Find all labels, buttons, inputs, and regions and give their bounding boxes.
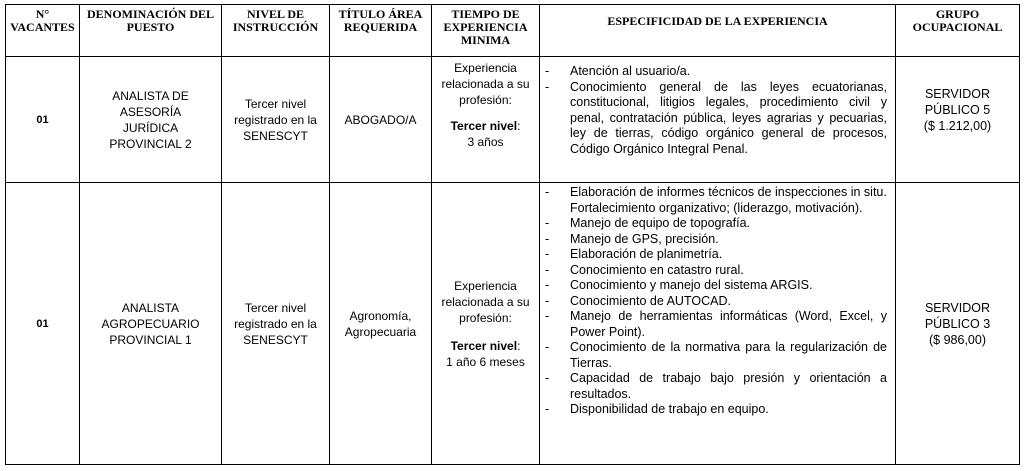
list-item: - Conocimiento y manejo del sistema ARGIS. xyxy=(540,278,895,294)
experiencia-texto: Experiencia relacionada a su profesión: xyxy=(441,61,530,107)
header-nivel: NIVEL DE INSTRUCCIÓN xyxy=(222,5,330,57)
grupo-linea2: ($ 1.212,00) xyxy=(923,119,992,133)
list-item: - Manejo de equipo de topografía. xyxy=(540,216,895,232)
header-tiempo: TIEMPO DE EXPERIENCIA MINIMA xyxy=(432,5,540,57)
table-row xyxy=(6,183,1020,465)
cell-vacantes: 01 xyxy=(6,183,80,465)
cell-denominacion: ANALISTA AGROPECUARIO PROVINCIAL 1 xyxy=(80,183,222,465)
cell-titulo: Agronomía, Agropecuaria xyxy=(330,183,432,465)
experiencia-tiempo: 3 años xyxy=(467,135,504,149)
cell-experiencia: Experiencia relacionada a su profesión: Tercer nivel: 1 año 6 meses xyxy=(432,183,540,465)
list-item: - Manejo de herramientas informáticas (Word, Excel, y Power Point). xyxy=(540,309,895,340)
cell-nivel: Tercer nivel registrado en la SENESCYT xyxy=(222,183,330,465)
job-vacancies-table xyxy=(5,4,1020,465)
list-item: - Atención al usuario/a. xyxy=(540,64,895,80)
list-item: - Conocimiento general de las leyes ecuatorianas, constitucional, litigios legales, procedimiento civil y penal, contratación pública, leyes agrarias y pecuarias, ley de tierras, código orgánico general de procesos, Código Orgánico Integral Penal. xyxy=(540,80,895,158)
cell-denominacion: ANALISTA DE ASESORÍA JURÍDICA PROVINCIAL 2 xyxy=(80,57,222,183)
header-grupo: GRUPO OCUPACIONAL xyxy=(896,5,1020,57)
list-item: - Elaboración de informes técnicos de inspecciones in situ. xyxy=(540,185,895,201)
cell-especificidad xyxy=(540,183,896,465)
cell-experiencia: Experiencia relacionada a su profesión: Tercer nivel: 3 años xyxy=(432,57,540,183)
header-titulo: TÍTULO ÁREA REQUERIDA xyxy=(330,5,432,57)
list-item: - Capacidad de trabajo bajo presión y orientación a resultados. xyxy=(540,371,895,402)
experiencia-texto: Experiencia relacionada a su profesión: xyxy=(441,278,530,325)
header-row xyxy=(6,5,1020,57)
experiencia-label: Tercer nivel xyxy=(450,119,518,133)
cell-titulo: ABOGADO/A xyxy=(330,57,432,183)
list-item: - Manejo de GPS, precisión. xyxy=(540,232,895,248)
experiencia-label: Tercer nivel xyxy=(450,338,518,353)
cell-nivel: Tercer nivel registrado en la SENESCYT xyxy=(222,57,330,183)
list-item: - Conocimiento de la normativa para la regularización de Tierras. xyxy=(540,340,895,371)
list-item: - Conocimiento en catastro rural. xyxy=(540,263,895,279)
cell-grupo xyxy=(896,57,1020,183)
cell-especificidad xyxy=(540,57,896,183)
especificidad-list xyxy=(540,183,895,418)
list-item: - Disponibilidad de trabajo en equipo. xyxy=(540,402,895,418)
list-item: - Conocimiento de AUTOCAD. xyxy=(540,294,895,310)
cell-grupo xyxy=(896,183,1020,465)
list-item: Fortalecimiento organizativo; (liderazgo, motivación). xyxy=(570,200,863,215)
grupo-linea1: SERVIDOR PÚBLICO 5 xyxy=(924,87,991,117)
table-row xyxy=(6,57,1020,183)
header-vacantes: N° VACANTES xyxy=(6,5,80,57)
grupo-linea1: SERVIDOR PÚBLICO 3 xyxy=(924,300,991,331)
cell-vacantes: 01 xyxy=(6,57,80,183)
experiencia-tiempo: 1 año 6 meses xyxy=(446,354,525,369)
header-denominacion: DENOMINACIÓN DEL PUESTO xyxy=(80,5,222,57)
grupo-linea2: ($ 986,00) xyxy=(929,332,986,347)
list-item: - Elaboración de planimetría. xyxy=(540,247,895,263)
especificidad-list xyxy=(540,57,895,157)
header-especificidad: ESPECIFICIDAD DE LA EXPERIENCIA xyxy=(540,5,896,57)
